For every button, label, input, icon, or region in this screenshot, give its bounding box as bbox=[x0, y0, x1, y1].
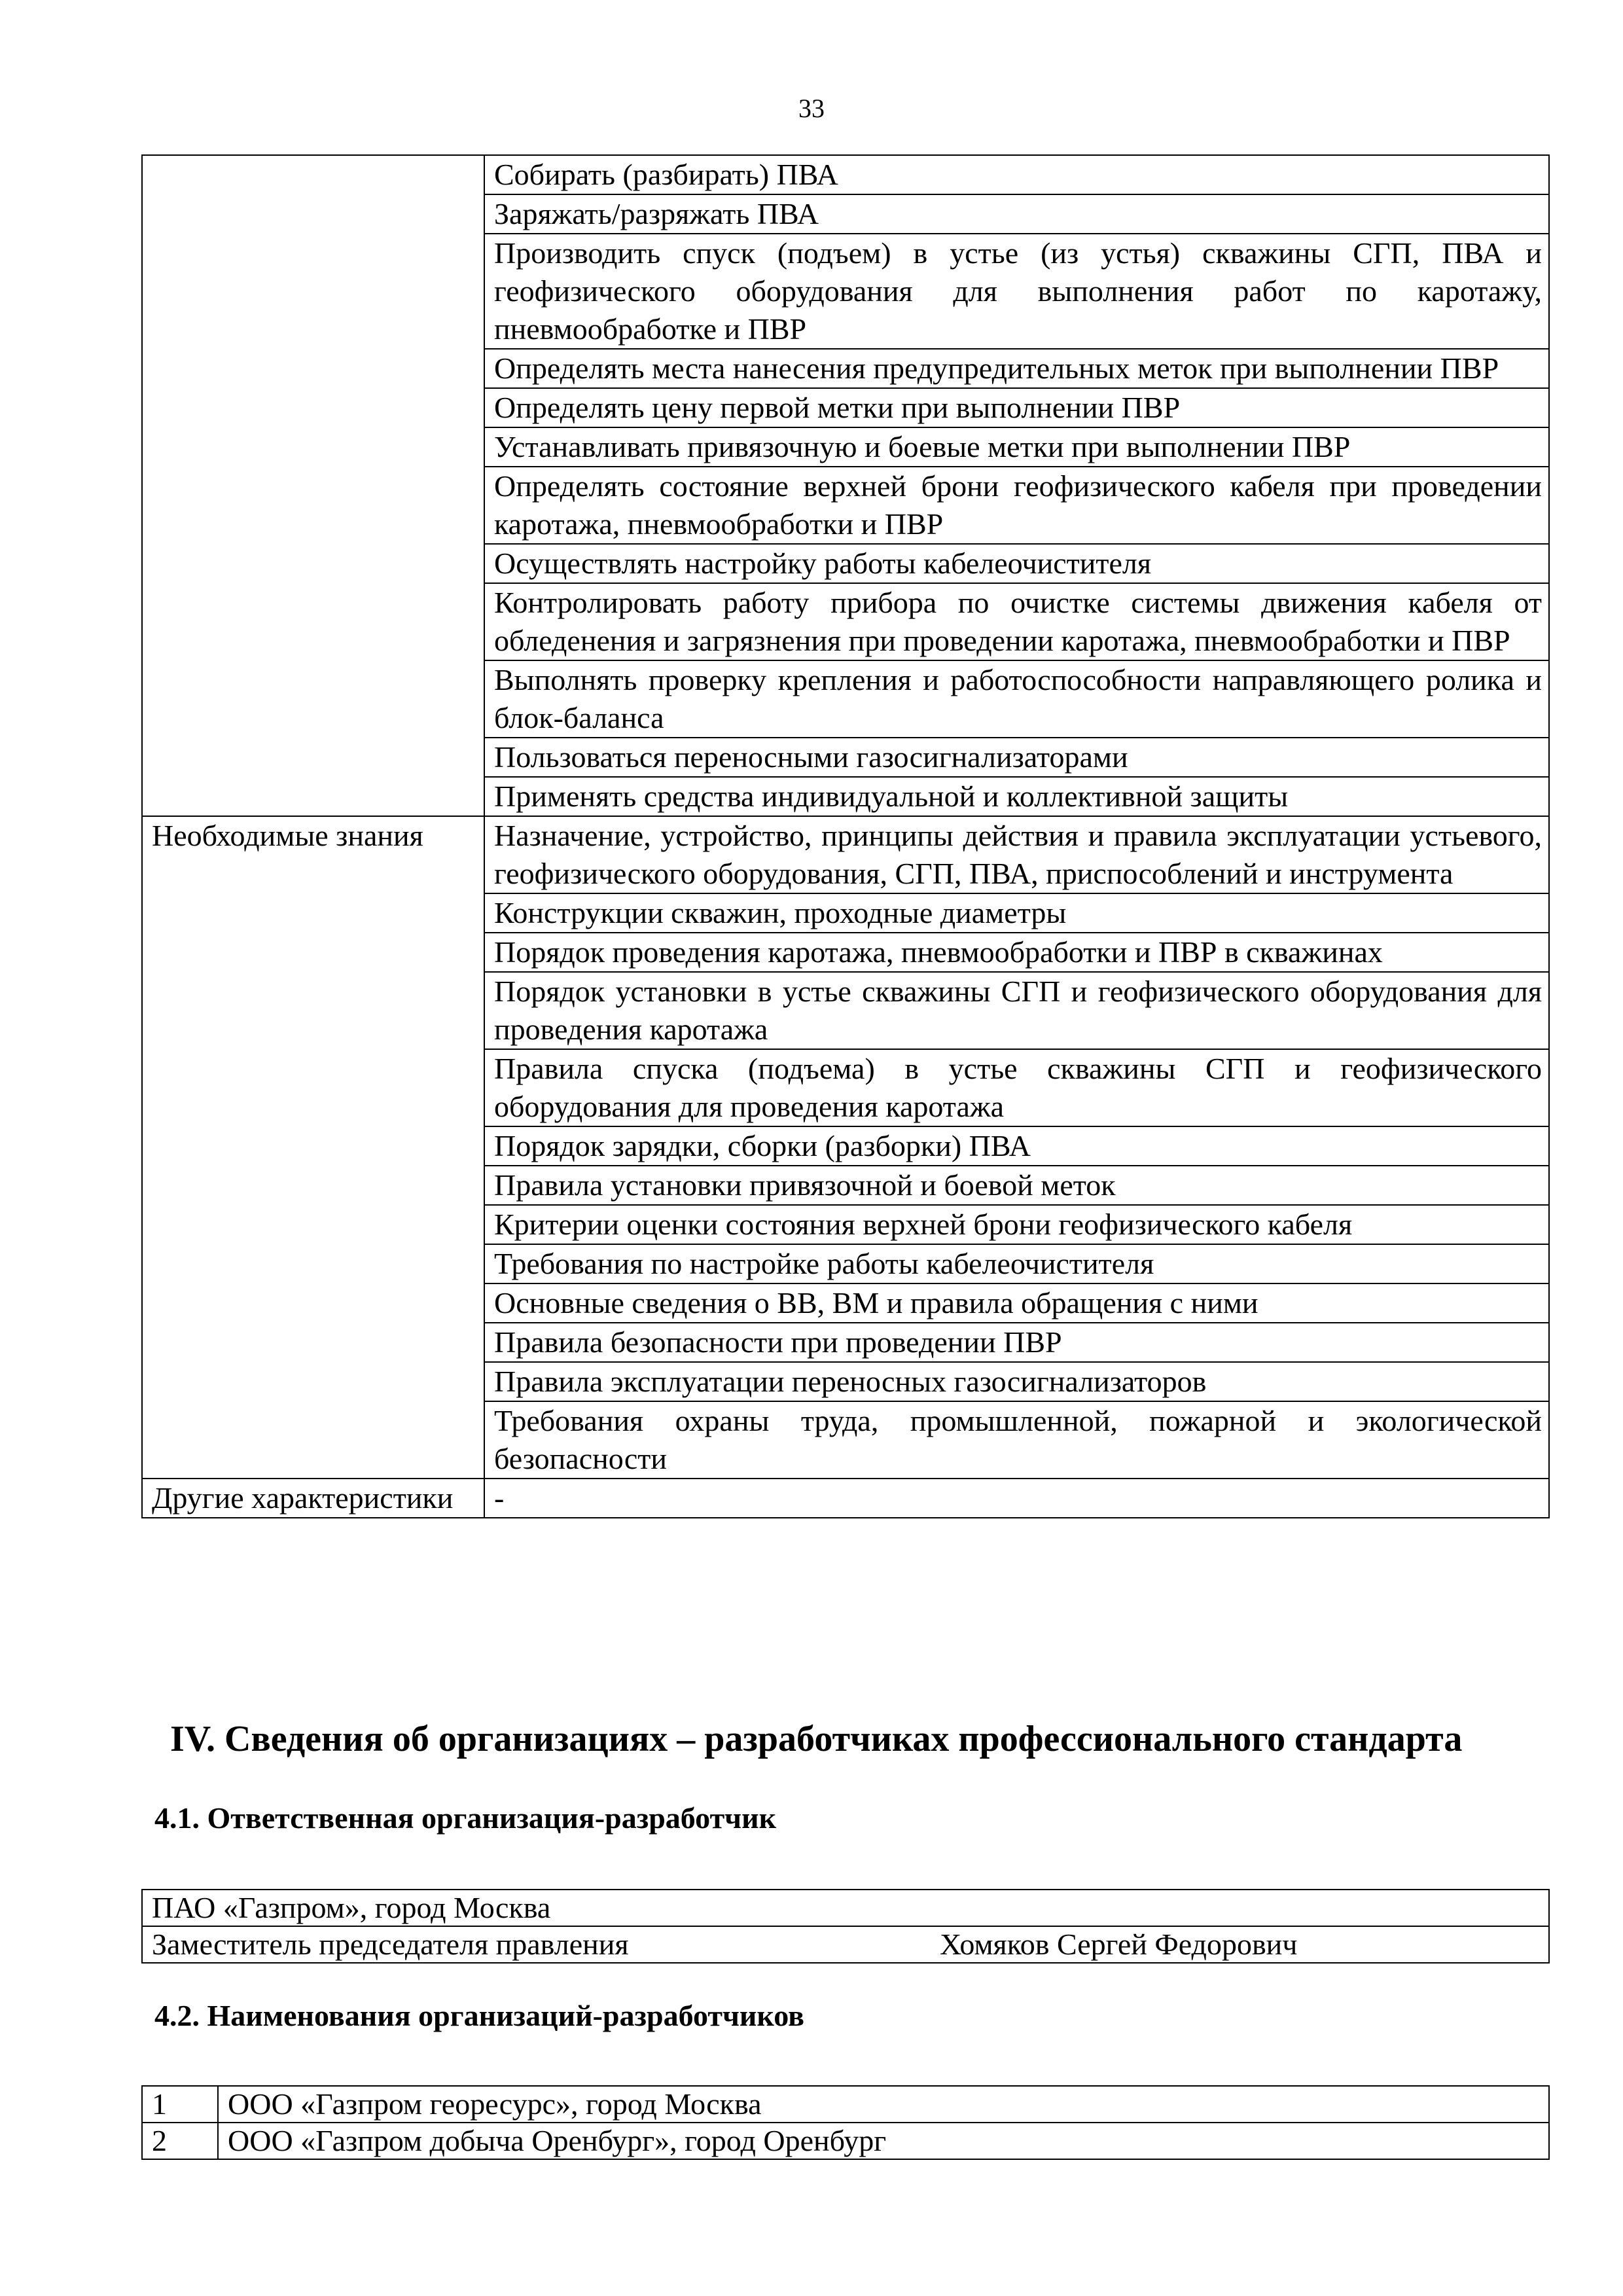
section-4-title: IV. Сведения об организациях – разработчиках профессионального стандарта bbox=[170, 1719, 1463, 1759]
org-name-row bbox=[142, 1890, 1549, 1926]
signatory-position: Заместитель председателя правления bbox=[142, 1926, 931, 1963]
table-row bbox=[142, 816, 1549, 893]
table-row bbox=[142, 155, 1549, 194]
table-cell: Правила эксплуатации переносных газосигнализаторов bbox=[484, 1362, 1549, 1401]
table-cell: Собирать (разбирать) ПВА bbox=[484, 155, 1549, 194]
table-cell: Применять средства индивидуальной и коллективной защиты bbox=[484, 777, 1549, 816]
table-cell: Критерии оценки состояния верхней брони геофизического кабеля bbox=[484, 1205, 1549, 1244]
signatory-name: Хомяков Сергей Федорович bbox=[931, 1926, 1549, 1963]
table-cell: Правила установки привязочной и боевой меток bbox=[484, 1166, 1549, 1205]
table-cell: Устанавливать привязочную и боевые метки при выполнении ПВР bbox=[484, 427, 1549, 467]
table-cell: Определять состояние верхней брони геофизического кабеля при проведении каротажа, пневмообработки и ПВР bbox=[484, 467, 1549, 544]
table-cell: Правила спуска (подъема) в устье скважины СГП и геофизического оборудования для проведения каротажа bbox=[484, 1049, 1549, 1126]
row-number: 1 bbox=[142, 2086, 218, 2123]
table-row bbox=[142, 2123, 1549, 2159]
table-cell: Требования охраны труда, промышленной, пожарной и экологической безопасности bbox=[484, 1401, 1549, 1479]
table-cell: Пользоваться переносными газосигнализаторами bbox=[484, 738, 1549, 777]
group-label: Необходимые знания bbox=[142, 816, 484, 1479]
responsible-org-heading: 4.1. Ответственная организация-разработчик bbox=[154, 1801, 777, 1835]
developer-org-name: ООО «Газпром добыча Оренбург», город Оренбург bbox=[218, 2123, 1549, 2159]
table-cell: Основные сведения о ВВ, ВМ и правила обращения с ними bbox=[484, 1283, 1549, 1323]
table-cell: Производить спуск (подъем) в устье (из устья) скважины СГП, ПВА и геофизического оборудования для выполнения работ по каротажу, пневмообработке и ПВР bbox=[484, 234, 1549, 349]
table-cell: Порядок установки в устье скважины СГП и геофизического оборудования для проведения каротажа bbox=[484, 972, 1549, 1049]
table-cell: Заряжать/разряжать ПВА bbox=[484, 194, 1549, 234]
table-cell: Назначение, устройство, принципы действия и правила эксплуатации устьевого, геофизического оборудования, СГП, ПВА, приспособлений и инструмента bbox=[484, 816, 1549, 893]
table-row bbox=[142, 2086, 1549, 2123]
row-number: 2 bbox=[142, 2123, 218, 2159]
table-cell: Требования по настройке работы кабелеочистителя bbox=[484, 1244, 1549, 1283]
table-cell: Порядок зарядки, сборки (разборки) ПВА bbox=[484, 1126, 1549, 1166]
table-cell: Определять цену первой метки при выполнении ПВР bbox=[484, 388, 1549, 427]
table-cell: Порядок проведения каротажа, пневмообработки и ПВР в скважинах bbox=[484, 933, 1549, 972]
org-name: ПАО «Газпром», город Москва bbox=[142, 1890, 1549, 1926]
group-label bbox=[142, 155, 484, 816]
table-cell: Контролировать работу прибора по очистке системы движения кабеля от обледенения и загрязнения при проведении каротажа, пневмообработки и ПВР bbox=[484, 583, 1549, 660]
skills-knowledge-table bbox=[141, 154, 1550, 1518]
table-row bbox=[142, 1479, 1549, 1518]
responsible-org-table bbox=[141, 1889, 1550, 1964]
table-cell: Правила безопасности при проведении ПВР bbox=[484, 1323, 1549, 1362]
page-number: 33 bbox=[798, 94, 825, 123]
table-cell: - bbox=[484, 1479, 1549, 1518]
skills-knowledge-body bbox=[142, 155, 1549, 1518]
table-cell: Осуществлять настройку работы кабелеочистителя bbox=[484, 544, 1549, 583]
table-cell: Определять места нанесения предупредительных меток при выполнении ПВР bbox=[484, 349, 1549, 388]
group-label: Другие характеристики bbox=[142, 1479, 484, 1518]
signatory-row bbox=[142, 1926, 1549, 1963]
table-cell: Выполнять проверку крепления и работоспособности направляющего ролика и блок-баланса bbox=[484, 660, 1549, 738]
developer-orgs-heading: 4.2. Наименования организаций-разработчиков bbox=[154, 1999, 804, 2032]
developer-orgs-table bbox=[141, 2085, 1550, 2160]
developer-org-name: ООО «Газпром георесурс», город Москва bbox=[218, 2086, 1549, 2123]
table-cell: Конструкции скважин, проходные диаметры bbox=[484, 893, 1549, 933]
